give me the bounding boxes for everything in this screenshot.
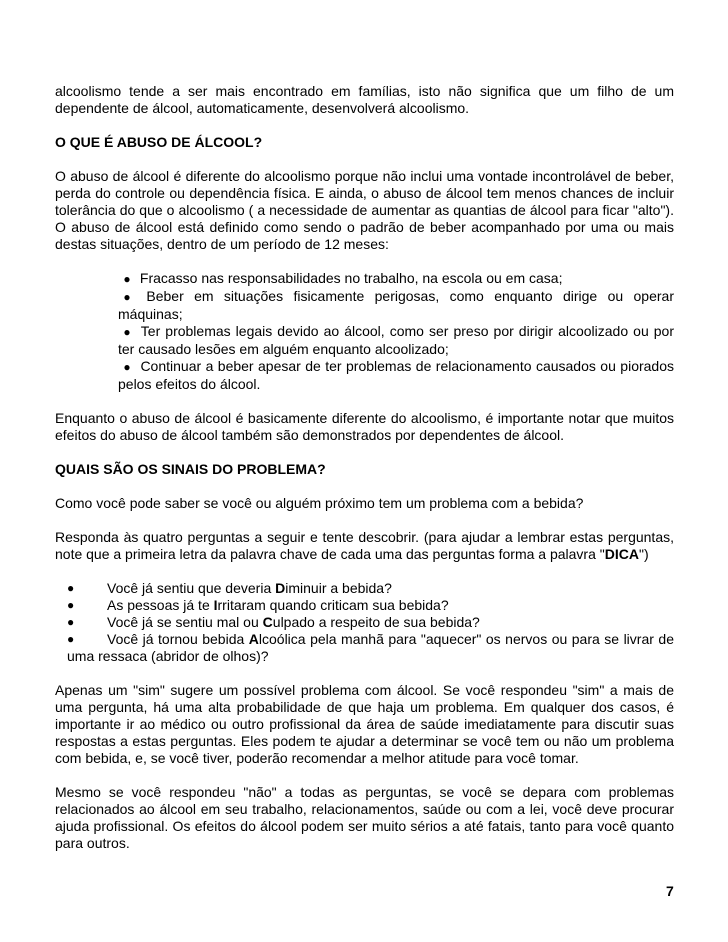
list-item: ● Beber em situações fisicamente perigosas, como enquanto dirige ou operar máquinas; bbox=[118, 288, 674, 322]
difference-paragraph: Enquanto o abuso de álcool é basicamente diferente do alcoolismo, é importante notar que muitos efeitos do abuso de álcool também são demonstrados por dependentes de álcool. bbox=[55, 410, 674, 443]
list-item: ● As pessoas já te Irritaram quando criticam sua bebida? bbox=[67, 597, 449, 613]
list-item: ● Você já sentiu que deveria Diminuir a bebida? bbox=[67, 580, 392, 596]
bullet-icon: ● bbox=[67, 581, 75, 595]
bullet-icon: ● bbox=[123, 325, 131, 339]
answer-paragraph: Responda às quatro perguntas a seguir e tente descobrir. (para ajudar a lembrar estas perguntas, note que a primeira letra da palavra chave de cada uma das perguntas forma a palavra "DICA") bbox=[55, 529, 674, 562]
list-item: ● Fracasso nas responsabilidades no trabalho, na escola ou em casa; bbox=[118, 270, 674, 288]
question-paragraph: Como você pode saber se você ou alguém próximo tem um problema com a bebida? bbox=[55, 495, 584, 511]
abuse-list bbox=[118, 270, 674, 393]
bullet-icon: ● bbox=[67, 615, 75, 629]
document-page bbox=[55, 83, 674, 852]
abuse-paragraph: O abuso de álcool é diferente do alcoolismo porque não inclui uma vontade incontrolável de beber, perda do controle ou dependência física. E ainda, o abuso de álcool tem menos chances de incluir tolerância do que o alcoolismo ( a necessidade de aumentar as quantias de álcool para ficar "alto"). O abuso de álcool está definido como sendo o padrão de beber acompanhado por uma ou mais destas situações, dentro de um período de 12 meses: bbox=[55, 168, 674, 252]
dica-word: DICA bbox=[604, 546, 639, 562]
heading-abuse: O QUE É ABUSO DE ÁLCOOL? bbox=[55, 134, 263, 150]
bullet-icon: ● bbox=[67, 632, 75, 646]
bullet-icon: ● bbox=[67, 598, 75, 612]
bullet-icon: ● bbox=[123, 290, 131, 304]
bullet-icon: ● bbox=[123, 272, 131, 286]
yes-paragraph: Apenas um "sim" sugere um possível problema com álcool. Se você respondeu "sim" a mais de uma pergunta, há uma alta probabilidade de que haja um problema. Em qualquer dos casos, é importante ir ao médico ou outro profissional da área de saúde imediatamente para discutir suas respostas a estas perguntas. Eles podem te ajudar a determinar se você tem ou não um problema com bebida, e, se você tiver, poderão recomendar a melhor atitude para você tomar. bbox=[55, 682, 674, 766]
list-item: ● Continuar a beber apesar de ter problemas de relacionamento causados ou piorados pelos efeitos do álcool. bbox=[118, 358, 675, 392]
bullet-icon: ● bbox=[123, 360, 131, 374]
list-item: ● Você já tornou bebida Alcoólica pela manhã para "aquecer" os nervos ou para se livrar de uma ressaca (abridor de olhos)? bbox=[67, 631, 674, 664]
no-paragraph: Mesmo se você respondeu "não" a todas as perguntas, se você se depara com problemas relacionados ao álcool em seu trabalho, relacionamentos, saúde ou com a lei, você deve procurar ajuda profissional. Os efeitos do álcool podem ser muito sérios a até fatais, tanto para você quanto para outros. bbox=[55, 784, 674, 851]
intro-paragraph: alcoolismo tende a ser mais encontrado em famílias, isto não significa que um filho de um dependente de álcool, automaticamente, desenvolverá alcoolismo. bbox=[55, 83, 674, 116]
list-item: ● Você já se sentiu mal ou Culpado a respeito de sua bebida? bbox=[67, 614, 480, 630]
dica-list bbox=[67, 580, 674, 665]
page-number: 7 bbox=[666, 883, 674, 899]
heading-signs: QUAIS SÃO OS SINAIS DO PROBLEMA? bbox=[55, 461, 326, 477]
list-item: ● Ter problemas legais devido ao álcool, como ser preso por dirigir alcoolizado ou por ter causado lesões em alguém enquanto alcoolizado; bbox=[118, 323, 674, 357]
